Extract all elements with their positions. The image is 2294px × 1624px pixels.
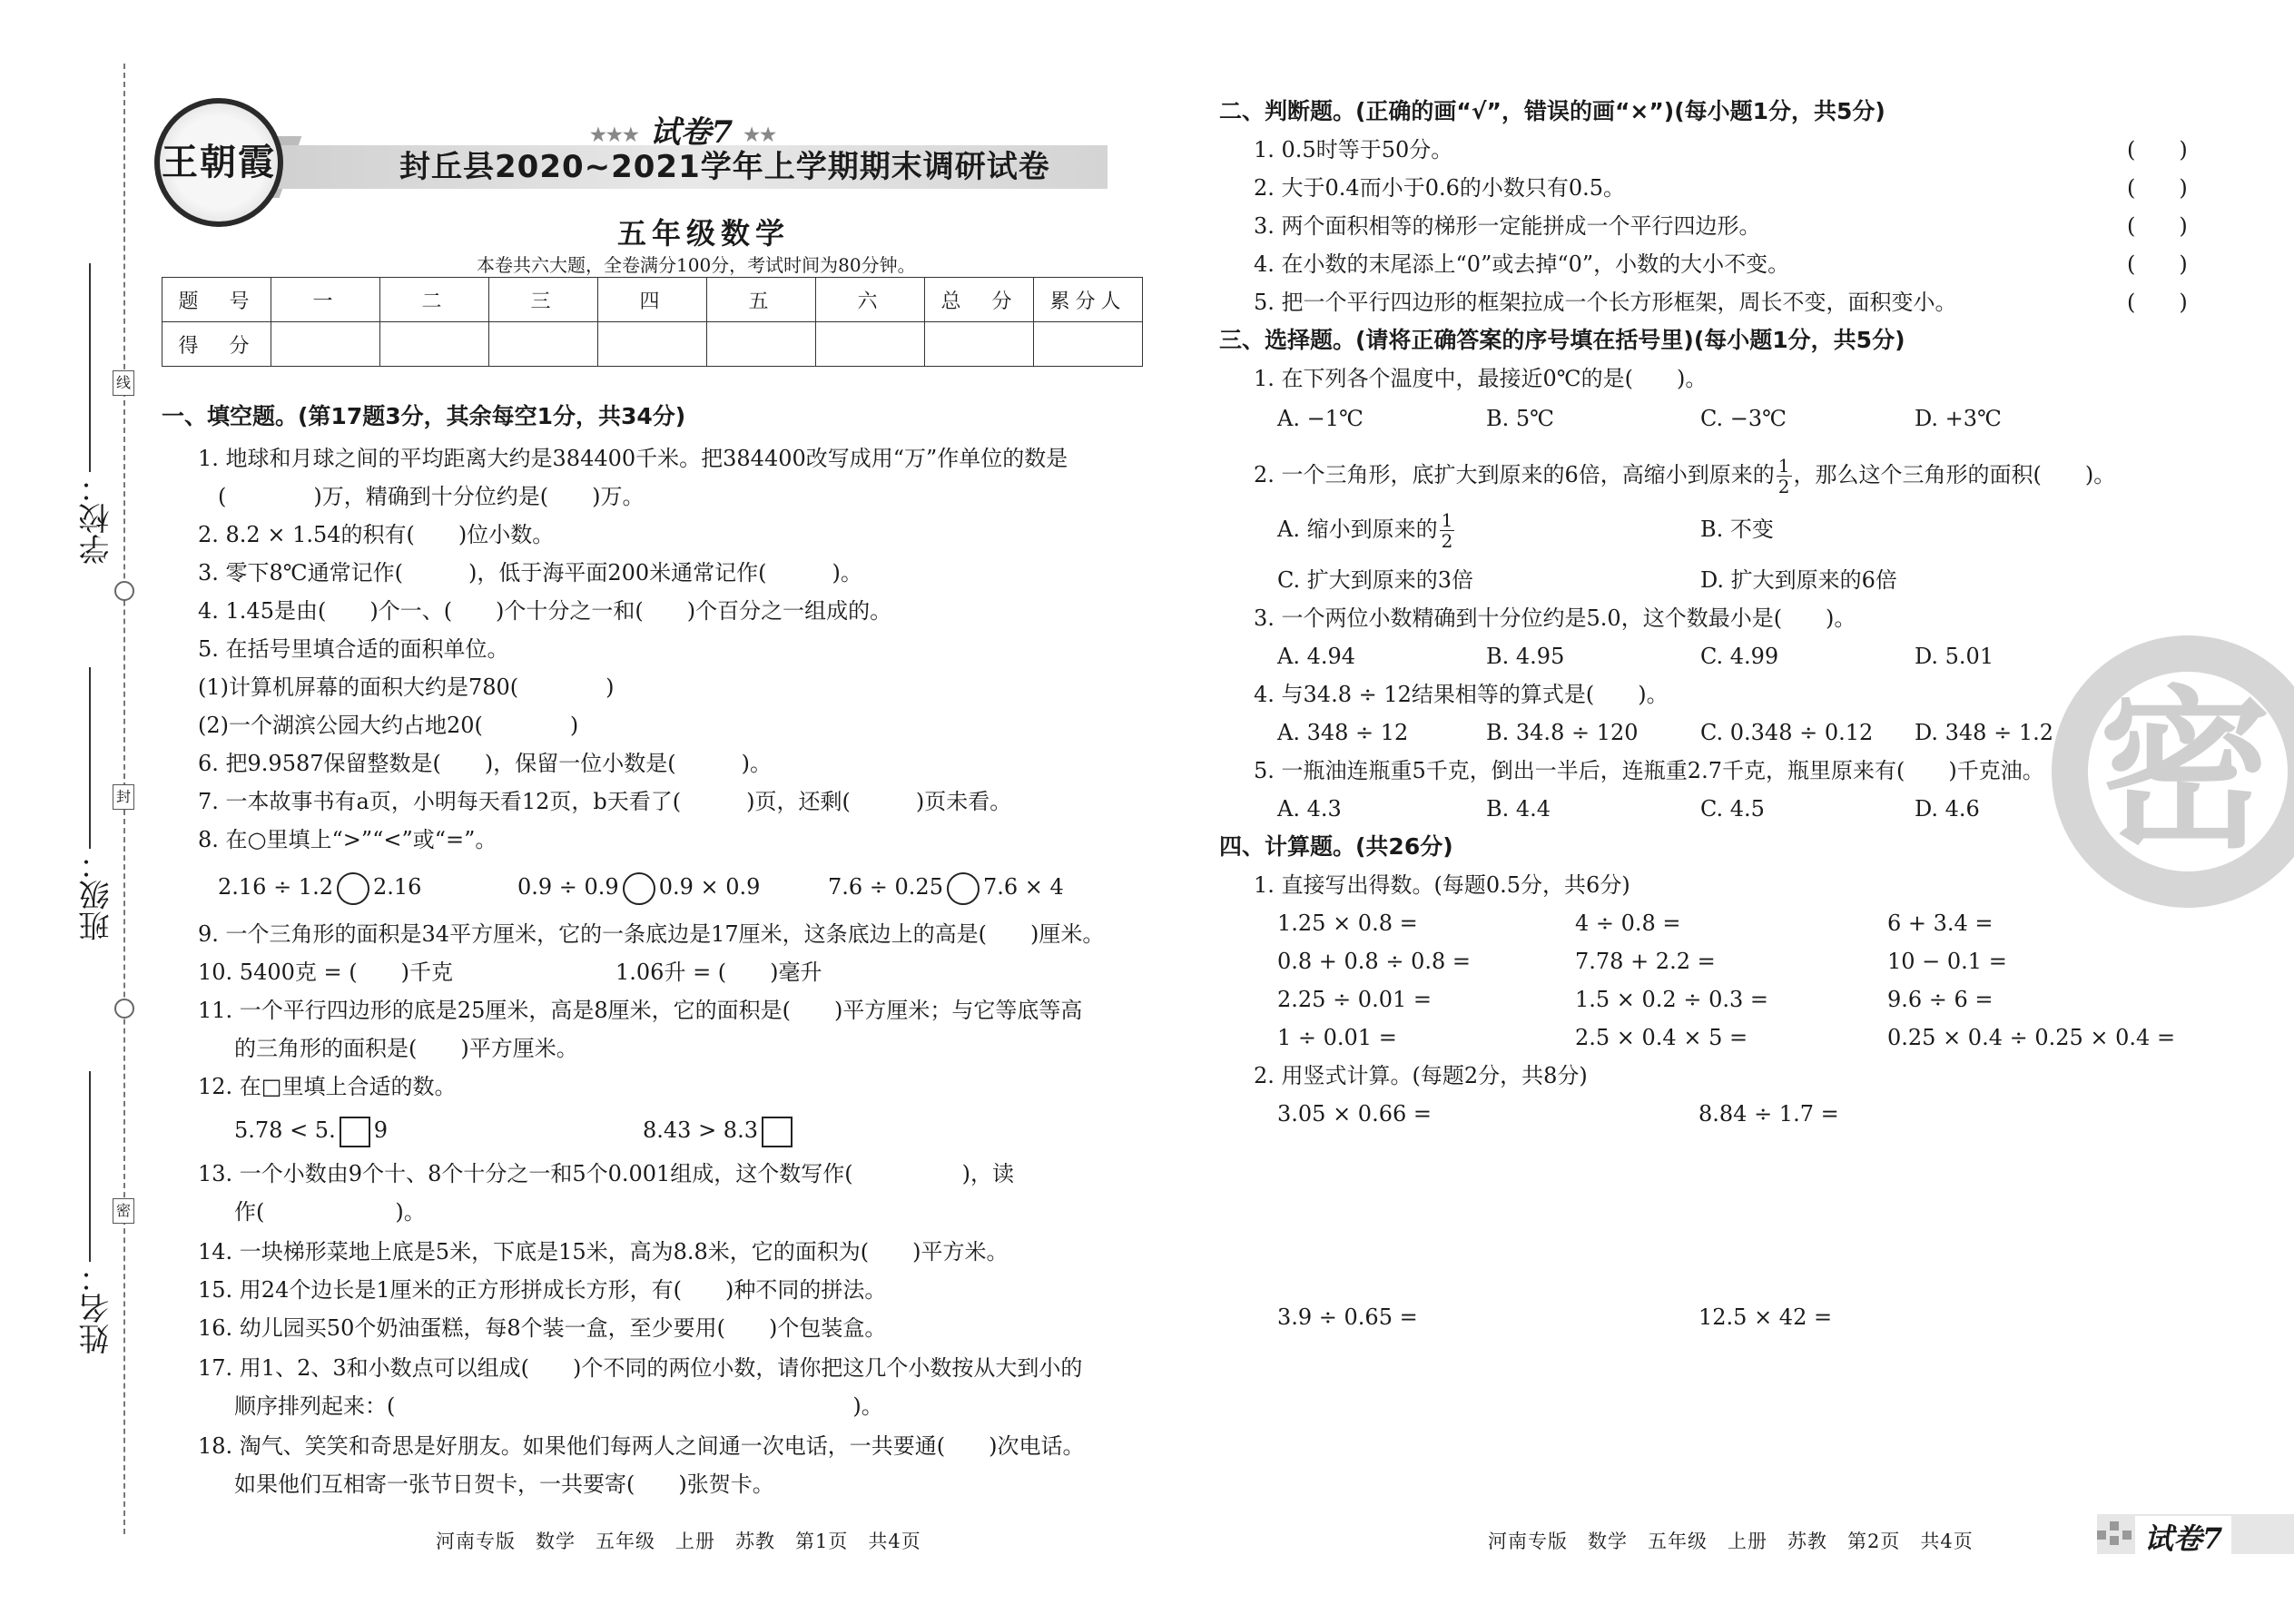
- calc-item: 6 + 3.4 =: [1887, 910, 1994, 936]
- q8-expr: 2.16 ÷ 1.2: [218, 874, 333, 900]
- choice-3-opt-a: A. 4.94: [1277, 644, 1356, 669]
- fraction-numerator: 1: [1777, 455, 1790, 477]
- choice-3-opt-c: C. 4.99: [1700, 644, 1779, 669]
- q8-compare-1: [218, 871, 421, 905]
- compare-circle[interactable]: [947, 872, 980, 905]
- school-underline: [89, 263, 91, 472]
- calc-item: 0.8 + 0.8 ÷ 0.8 =: [1277, 949, 1471, 974]
- choice-4-opt-a: A. 348 ÷ 12: [1277, 720, 1409, 745]
- q2-line: 2. 8.2 × 1.54的积有( )位小数。: [198, 522, 555, 547]
- score-header-cell: 五: [707, 278, 816, 322]
- choice-4: 4. 与34.8 ÷ 12结果相等的算式是( )。: [1254, 682, 1669, 707]
- q10-part2: 1.06升 = ( )毫升: [615, 960, 822, 985]
- fraction-one-half: [1777, 456, 1792, 497]
- q18-line2: 如果他们互相寄一张节日贺卡，一共要寄( )张贺卡。: [234, 1471, 774, 1497]
- choice-5-opt-c: C. 4.5: [1700, 796, 1765, 822]
- choice-2-opt-d: D. 扩大到原来的6倍: [1700, 567, 1897, 593]
- q5-sub2: (2)一个湖滨公园大约占地20( ): [198, 713, 579, 738]
- choice-2-opt-c: C. 扩大到原来的3倍: [1277, 567, 1474, 593]
- score-value-cell[interactable]: [271, 322, 380, 367]
- score-header-cell: 一: [271, 278, 380, 322]
- stars-left: ★★★: [590, 123, 639, 145]
- school-label: 学校：: [79, 472, 115, 565]
- score-table: [162, 277, 1143, 367]
- calc-1-heading: 1. 直接写出得数。(每题0.5分，共6分): [1254, 872, 1630, 898]
- score-value-cell[interactable]: [707, 322, 816, 367]
- choice-2-opt-a: [1277, 507, 1456, 552]
- q8-line: 8. 在○里填上“>”“<”或“=”。: [198, 827, 497, 852]
- q12-expr: 8.43 > 8.3: [643, 1117, 758, 1143]
- q6-line: 6. 把9.9587保留整数是( )，保留一位小数是( )。: [198, 751, 772, 776]
- fraction-denominator: 2: [1441, 530, 1453, 552]
- binding-mark-mi: 密: [113, 1198, 134, 1224]
- q16-line: 16. 幼儿园买50个奶油蛋糕，每8个装一盒，至少要用( )个包装盒。: [198, 1315, 887, 1341]
- fraction-one-half: [1440, 510, 1455, 551]
- score-value-cell[interactable]: [1034, 322, 1143, 367]
- q8-expr: 7.6 ÷ 0.25: [828, 874, 943, 900]
- score-header-cell: 六: [816, 278, 925, 322]
- judge-3: 3. 两个面积相等的梯形一定能拼成一个平行四边形。: [1254, 213, 1761, 239]
- judge-answer-paren[interactable]: ( ): [2127, 251, 2188, 277]
- judge-5: 5. 把一个平行四边形的框架拉成一个长方形框架，周长不变，面积变小。: [1254, 290, 1957, 315]
- q1-line1: 1. 地球和月球之间的平均距离大约是384400千米。把384400改写成用“万”作单位的数是: [198, 446, 1068, 471]
- choice-2-opt-b: B. 不变: [1700, 517, 1774, 542]
- stars-right: ★★: [743, 123, 777, 145]
- choice-3-opt-b: B. 4.95: [1486, 644, 1565, 669]
- binding-mark-feng: 封: [113, 784, 134, 810]
- judge-answer-paren[interactable]: ( ): [2127, 137, 2188, 162]
- judge-2: 2. 大于0.4而小于0.6的小数只有0.5。: [1254, 175, 1626, 201]
- q5-sub1: (1)计算机屏幕的面积大约是780( ): [198, 674, 615, 700]
- class-label: 班级：: [79, 849, 115, 941]
- choice-1-opt-b: B. 5℃: [1486, 406, 1555, 431]
- calc-item: 10 − 0.1 =: [1887, 949, 2007, 974]
- choice-5: 5. 一瓶油连瓶重5千克，倒出一半后，连瓶重2.7千克，瓶里原来有( )千克油。: [1254, 758, 2044, 783]
- choice-1-opt-a: A. −1℃: [1277, 406, 1364, 431]
- choice-1-opt-c: C. −3℃: [1700, 406, 1787, 431]
- q12-fill-2: [643, 1115, 796, 1147]
- left-footer: 河南专版 数学 五年级 上册 苏教 第1页 共4页: [436, 1530, 921, 1552]
- choice-2-text: 2. 一个三角形，底扩大到原来的6倍，高缩小到原来的: [1254, 462, 1775, 487]
- section-1-heading: 一、填空题。(第17题3分，其余每空1分，共34分): [162, 403, 686, 429]
- q8-expr: 7.6 × 4: [982, 874, 1064, 900]
- vertical-calc: 3.9 ÷ 0.65 =: [1277, 1304, 1418, 1330]
- choice-4-opt-b: B. 34.8 ÷ 120: [1486, 720, 1639, 745]
- choice-5-opt-a: A. 4.3: [1277, 796, 1342, 822]
- right-footer: 河南专版 数学 五年级 上册 苏教 第2页 共4页: [1488, 1530, 1974, 1552]
- q1-line2: ( )万，精确到十分位约是( )万。: [218, 484, 645, 509]
- choice-4-opt-d: D. 348 ÷ 1.2: [1915, 720, 2053, 745]
- calc-item: 2.5 × 0.4 × 5 =: [1575, 1025, 1748, 1050]
- judge-answer-paren[interactable]: ( ): [2127, 213, 2188, 239]
- calc-item: 1.25 × 0.8 =: [1277, 910, 1418, 936]
- score-value-label: 得 分: [162, 322, 271, 367]
- q12-line: 12. 在□里填上合适的数。: [198, 1074, 457, 1099]
- binding-dot: [114, 581, 134, 601]
- corner-paper-label: 试卷7: [2135, 1516, 2231, 1558]
- section-4-heading: 四、计算题。(共26分): [1219, 833, 1453, 860]
- class-underline: [89, 667, 91, 849]
- q13-line2: 作( )。: [234, 1199, 426, 1225]
- score-header-cell: 四: [598, 278, 707, 322]
- score-value-cell[interactable]: [816, 322, 925, 367]
- q8-expr: 0.9 × 0.9: [658, 874, 761, 900]
- name-underline: [89, 1071, 91, 1262]
- section-3-heading: 三、选择题。(请将正确答案的序号填在括号里)(每小题1分，共5分): [1219, 327, 1905, 353]
- choice-2: [1254, 452, 2115, 497]
- name-label: 姓名：: [79, 1262, 115, 1354]
- q8-expr: 0.9 ÷ 0.9: [517, 874, 619, 900]
- score-header-cell: 三: [489, 278, 598, 322]
- calc-item: 4 ÷ 0.8 =: [1575, 910, 1681, 936]
- corner-squares-icon: [2097, 1521, 2133, 1549]
- q3-line: 3. 零下8℃通常记作( )，低于海平面200米通常记作( )。: [198, 560, 862, 586]
- q7-line: 7. 一本故事书有a页，小明每天看12页，b天看了( )页，还剩( )页未看。: [198, 789, 1012, 814]
- choice-1-opt-d: D. +3℃: [1915, 406, 2002, 431]
- choice-5-opt-b: B. 4.4: [1486, 796, 1551, 822]
- q9-line: 9. 一个三角形的面积是34平方厘米，它的一条底边是17厘米，这条底边上的高是( )厘米。: [198, 921, 1105, 947]
- choice-2-text: ，那么这个三角形的面积( )。: [1793, 462, 2116, 487]
- judge-4: 4. 在小数的末尾添上“0”或去掉“0”，小数的大小不变。: [1254, 251, 1790, 277]
- q12-expr: 5.78 < 5.: [234, 1117, 336, 1143]
- q18-line1: 18. 淘气、笑笑和奇思是好朋友。如果他们每两人之间通一次电话，一共要通( )次电话。: [198, 1433, 1085, 1459]
- judge-answer-paren[interactable]: ( ): [2127, 175, 2188, 201]
- watermark-char: 密: [2099, 671, 2272, 871]
- q11-line1: 11. 一个平行四边形的底是25厘米，高是8厘米，它的面积是( )平方厘米；与它等底等高: [198, 998, 1083, 1023]
- q11-line2: 的三角形的面积是( )平方厘米。: [234, 1036, 578, 1061]
- choice-5-opt-d: D. 4.6: [1915, 796, 1980, 822]
- calc-item: 9.6 ÷ 6 =: [1887, 987, 1994, 1012]
- exam-note: 本卷共六大题，全卷满分100分，考试时间为80分钟。: [477, 254, 916, 276]
- calc-2-heading: 2. 用竖式计算。(每题2分，共8分): [1254, 1063, 1588, 1088]
- logo-text: 王朝霞: [162, 141, 276, 183]
- vertical-calc: 8.84 ÷ 1.7 =: [1698, 1101, 1839, 1127]
- score-value-cell[interactable]: [380, 322, 489, 367]
- q12-fill-1: [234, 1115, 388, 1147]
- judge-answer-paren[interactable]: ( ): [2127, 290, 2188, 315]
- section-2-heading: 二、判断题。(正确的画“√”，错误的画“×”)(每小题1分，共5分): [1219, 98, 1885, 124]
- q8-expr: 2.16: [372, 874, 422, 900]
- calc-item: 7.78 + 2.2 =: [1575, 949, 1716, 974]
- vertical-calc: 12.5 × 42 =: [1698, 1304, 1833, 1330]
- fill-box[interactable]: [762, 1117, 793, 1147]
- score-table-value-row: [162, 322, 1143, 367]
- score-header-cell: 二: [380, 278, 489, 322]
- q14-line: 14. 一块梯形菜地上底是5米，下底是15米，高为8.8米，它的面积为( )平方米。: [198, 1239, 1009, 1265]
- score-header-cell: 总 分: [925, 278, 1034, 322]
- q8-compare-2: [517, 871, 760, 905]
- q8-compare-3: [828, 871, 1064, 905]
- choice-3-opt-d: D. 5.01: [1915, 644, 1994, 669]
- calc-item: 1 ÷ 0.01 =: [1277, 1025, 1397, 1050]
- fill-box[interactable]: [340, 1117, 370, 1147]
- binding-dot: [114, 999, 134, 1019]
- vertical-calc: 3.05 × 0.66 =: [1277, 1101, 1432, 1127]
- q15-line: 15. 用24个边长是1厘米的正方形拼成长方形，有( )种不同的拼法。: [198, 1277, 887, 1303]
- judge-1: 1. 0.5时等于50分。: [1254, 137, 1453, 162]
- q4-line: 4. 1.45是由( )个一、( )个十分之一和( )个百分之一组成的。: [198, 598, 892, 624]
- choice-2-opt-a-text: A. 缩小到原来的: [1277, 517, 1438, 542]
- score-header-cell: 题 号: [162, 278, 271, 322]
- fraction-denominator: 2: [1777, 476, 1790, 497]
- q12-expr: 9: [373, 1117, 388, 1143]
- calc-item: 2.25 ÷ 0.01 =: [1277, 987, 1432, 1012]
- choice-4-opt-c: C. 0.348 ÷ 0.12: [1700, 720, 1874, 745]
- compare-circle[interactable]: [623, 872, 655, 905]
- paper-label: 试卷7: [649, 114, 733, 151]
- calc-item: 0.25 × 0.4 ÷ 0.25 × 0.4 =: [1887, 1025, 2176, 1050]
- q17-line1: 17. 用1、2、3和小数点可以组成( )个不同的两位小数，请你把这几个小数按从大到小的: [198, 1355, 1083, 1381]
- compare-circle[interactable]: [337, 872, 369, 905]
- score-table-header-row: [162, 278, 1143, 322]
- calc-item: 1.5 × 0.2 ÷ 0.3 =: [1575, 987, 1768, 1012]
- score-value-cell[interactable]: [925, 322, 1034, 367]
- binding-mark-xian: 线: [113, 370, 134, 396]
- subject-title: 五年级数学: [617, 216, 791, 251]
- brand-logo: [154, 98, 283, 227]
- q13-line1: 13. 一个小数由9个十、8个十分之一和5个0.001组成，这个数写作( )，读: [198, 1161, 1015, 1186]
- fraction-numerator: 1: [1441, 509, 1453, 531]
- score-value-cell[interactable]: [489, 322, 598, 367]
- choice-3: 3. 一个两位小数精确到十分位约是5.0，这个数最小是( )。: [1254, 605, 1856, 631]
- q5-line: 5. 在括号里填合适的面积单位。: [198, 636, 509, 662]
- choice-1: 1. 在下列各个温度中，最接近0℃的是( )。: [1254, 366, 1708, 391]
- q10-part1: 10. 5400克 = ( )千克: [198, 960, 453, 985]
- score-value-cell[interactable]: [598, 322, 707, 367]
- q17-line2: 顺序排列起来：( )。: [234, 1393, 883, 1419]
- score-header-cell: 累分人: [1034, 278, 1143, 322]
- exam-title: 封丘县2020~2021学年上学期期末调研试卷: [399, 149, 1050, 185]
